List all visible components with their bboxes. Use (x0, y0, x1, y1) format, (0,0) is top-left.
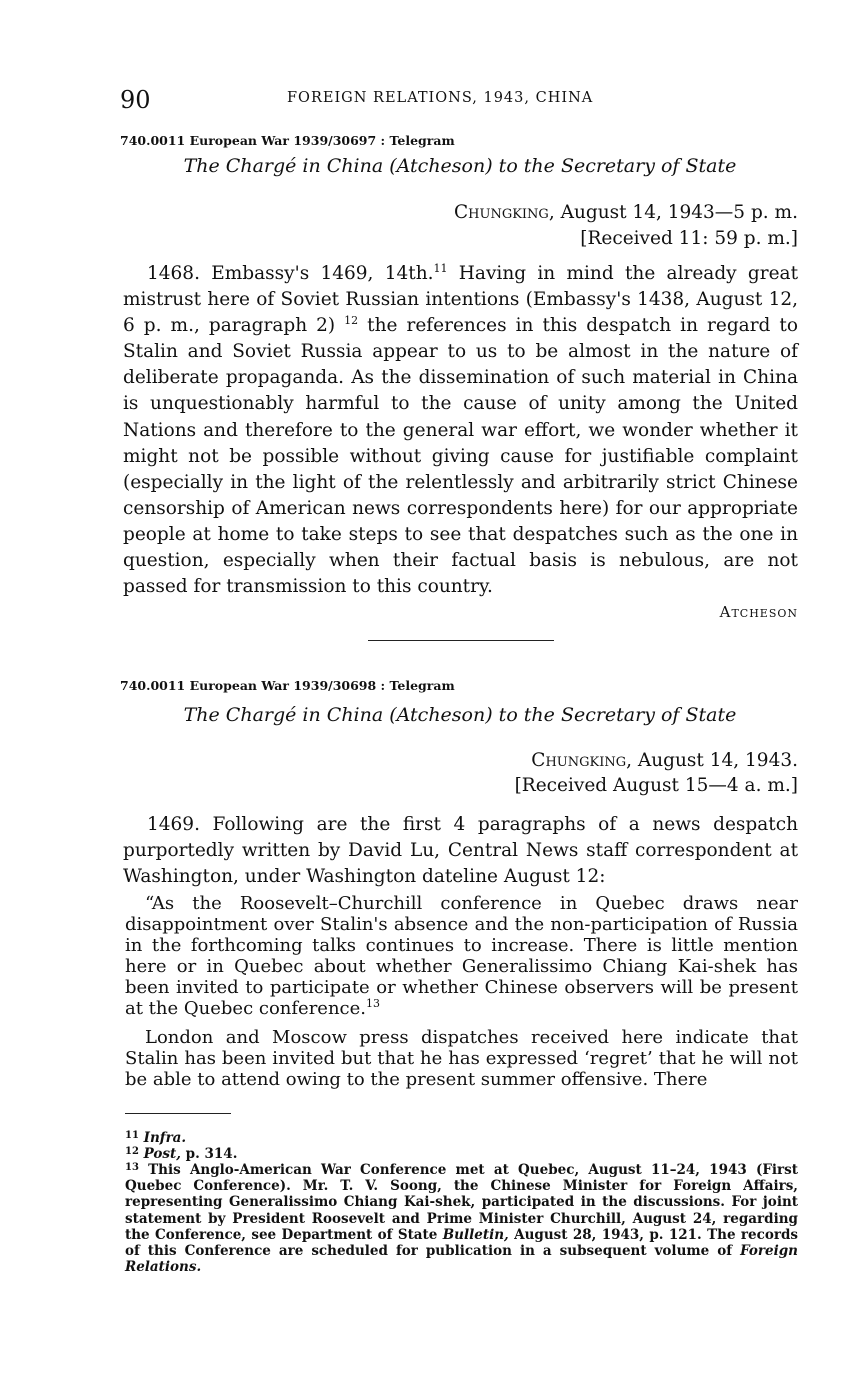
dateline-place: Chungking, (454, 202, 555, 223)
document-title: The Chargé in China (Atcheson) to the Secretary of State (183, 704, 737, 726)
footnote-rule (125, 1113, 231, 1114)
file-reference: 740.0011 European War 1939/30698 : Telegram (120, 678, 455, 693)
footnote-mark: 12 (125, 1146, 139, 1157)
body-lead: 1468. Embassy's 1469, 14th. (147, 263, 434, 284)
footnote-ref-13: 13 (366, 997, 380, 1010)
document-title: The Chargé in China (Atcheson) to the Secretary of State (183, 155, 737, 177)
file-reference: 740.0011 European War 1939/30697 : Telegram (120, 133, 455, 148)
footnote-mark: 13 (125, 1162, 139, 1173)
footnote-text: Infra. (143, 1130, 187, 1146)
dateline-place: Chungking, (531, 750, 632, 771)
dateline-date: August 14, 1943—5 p. m. (554, 202, 798, 223)
footnote-ref-12: 12 (344, 314, 359, 328)
section-divider (368, 640, 554, 641)
dateline-date: August 14, 1943. (632, 750, 798, 771)
footnote-italic: Bulletin, (442, 1226, 509, 1243)
signature: Atcheson (719, 603, 798, 621)
body-rest: the references in this despatch in regard to Stalin and Soviet Russia appear to us to be almost in the nature of deliberate propaganda. As the dissemination of such material in China is unquestionably harmful to the cause of unity among the United Nations and therefore to the general war effort, we wonder whether it might not be possible without giving cause for justifiable complaint (especially in the light of the relentlessly and arbitrarily strict Chinese censorship of American news correspondents here) for our appropriate people at home to take steps to see that despatches such as the one in question, especially when their factual basis is nebulous, are not passed for transmission to this country. (123, 315, 798, 598)
footnote-text-after: August 28, 1943, p. 121. The records of this Conference are scheduled for publication in a subsequent volume of (125, 1226, 799, 1260)
quoted-paragraph (125, 893, 798, 1019)
footnote-text: This Anglo-American War Conference met at Quebec, August 11–24, 1943 (First Quebec Conference). Mr. T. V. Soong, the Chinese Minister for Foreign Affairs, representing Generalissimo Chiang Kai-shek, participated in the discussions. For joint statement by President Roosevelt and Prime Minister Churchill, August 24, regarding the Conference, see Department of State (125, 1162, 799, 1243)
footnote-text: p. 314. (180, 1146, 238, 1162)
telegram-body: 1469. Following are the first 4 paragraphs of a news despatch purportedly written by David Lu, Central News staff correspondent at Washington, under Washington dateline August 12: (123, 814, 798, 888)
received-line: [Received August 15—4 a. m.] (514, 775, 798, 796)
body-mid: Having in mind the already great mistrust here of Soviet Russian intentions (Embassy's 1438, August 12, 6 p. m., paragraph 2) (123, 263, 799, 337)
quoted-paragraph: London and Moscow press dispatches received here indicate that Stalin has been invited but that he has expressed ‘regret’ that he will not be able to attend owing to the present summer offensive. There (125, 1027, 798, 1090)
dateline (531, 750, 798, 771)
telegram-body (123, 261, 798, 600)
page-number: 90 (120, 86, 151, 114)
footnote-mark: 11 (125, 1130, 139, 1141)
footnote-ref-11: 11 (433, 262, 448, 275)
quote-text: “As the Roosevelt–Churchill conference in Quebec draws near disappointment over Stalin's absence and the non-participation of Russia in the forthcoming talks continues to increase. There is little mention here or in Quebec about whether Generalissimo Chiang Kai-shek has been invited to participate or whether Chinese observers will be present at the Quebec conference. (125, 893, 798, 1019)
running-title: FOREIGN RELATIONS, 1943, CHINA (287, 90, 594, 106)
footnote-italic-2: Foreign Relations. (125, 1243, 798, 1276)
received-line: [Received 11: 59 p. m.] (580, 228, 798, 249)
footnote-13 (125, 1160, 798, 1275)
footnote-italic: Post, (143, 1146, 181, 1162)
dateline (454, 202, 798, 223)
